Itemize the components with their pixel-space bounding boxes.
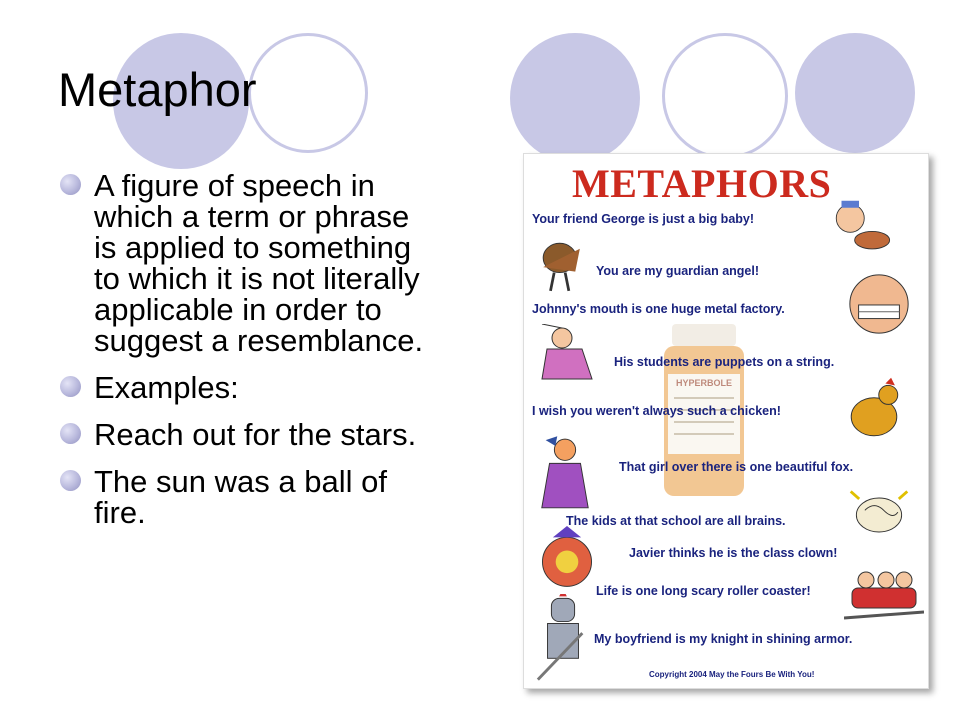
chicken-cartoon-icon: [834, 374, 914, 450]
poster-line: My boyfriend is my knight in shining armor.: [594, 632, 853, 646]
poster-line: Your friend George is just a big baby!: [532, 212, 755, 226]
decor-circle-2: [510, 33, 640, 163]
roller-coaster-cartoon-icon: [844, 562, 924, 622]
poster-line: You are my guardian angel!: [596, 264, 760, 278]
bottle-label: HYPERBOLE: [675, 378, 733, 388]
puppet-cartoon-icon: [532, 324, 602, 384]
poster-line: Javier thinks he is the class clown!: [629, 546, 838, 560]
owl-angel-cartoon-icon: [534, 230, 589, 295]
bullet-item: [58, 419, 438, 450]
knight-cartoon-icon: [534, 594, 592, 682]
poster-copyright: Copyright 2004 May the Fours Be With You!: [649, 670, 815, 679]
poster-line: Life is one long scary roller coaster!: [596, 584, 811, 598]
braces-face-cartoon-icon: [844, 270, 914, 338]
poster-line: Johnny's mouth is one huge metal factory.: [532, 302, 785, 316]
bullet-icon: [60, 174, 81, 195]
metaphors-poster: [523, 153, 929, 689]
poster-line: The kids at that school are all brains.: [566, 514, 786, 528]
bullet-icon: [60, 423, 81, 444]
bullet-item: [58, 372, 438, 403]
baby-cartoon-icon: [814, 192, 904, 262]
poster-line: His students are puppets on a string.: [614, 355, 835, 369]
poster-title: METAPHORS: [572, 161, 832, 206]
bullet-icon: [60, 376, 81, 397]
clown-cartoon-icon: [532, 526, 602, 592]
decor-ring-1: [248, 33, 368, 153]
decor-ring-2: [662, 33, 788, 159]
bullet-text: Examples:: [94, 370, 239, 405]
poster-line: I wish you weren't always such a chicken!: [532, 404, 781, 418]
decor-circle-3: [795, 33, 915, 153]
bullet-icon: [60, 470, 81, 491]
bullet-text: The sun was a ball of fire.: [94, 464, 387, 530]
bullet-text: A figure of speech in which a term or phrase is applied to something to which it is not literally applicable in order to suggest a resemblance.: [94, 168, 424, 358]
bullet-item: [58, 170, 438, 356]
brain-cartoon-icon: [844, 482, 914, 548]
poster-line: That girl over there is one beautiful fox.: [619, 460, 854, 474]
bullet-item: [58, 466, 438, 528]
bullet-list: [58, 170, 438, 544]
bullet-text: Reach out for the stars.: [94, 417, 417, 452]
fox-girl-cartoon-icon: [536, 434, 594, 512]
slide-title: Metaphor: [58, 63, 257, 116]
